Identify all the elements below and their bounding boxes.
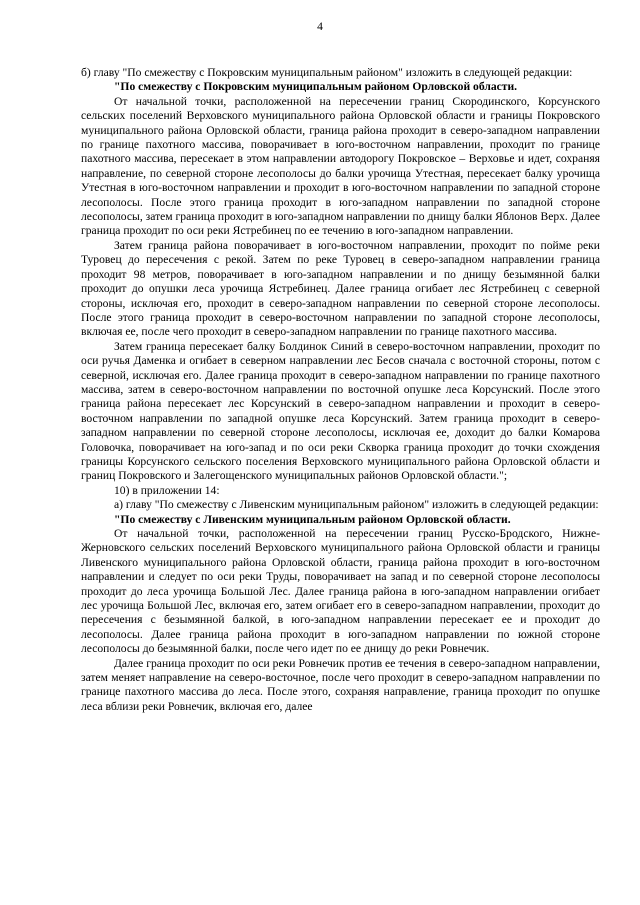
body-paragraph: а) главу "По смежеству с Ливенским муниципальным районом" изложить в следующей редакции: xyxy=(114,498,599,512)
body-paragraph: От начальной точки, расположенной на пересечении границ Скородинского, Корсунского сельских поселений Верховского муниципального района Орловской области и границы Покровского муниципального района Орловской области, граница района проходит в северо-западном направлении по границе пахотного массива, поворачивает в юго-восточном направлении, проходит по границе пахотного массива, пересекает в этом направлении автодорогу Покровское – Верховье и идет, сохраняя направление, по северной стороне лесополосы до балки урочища Утестная, пересекает балку урочища Утестная в юго-восточном направлении и проходит в юго-восточном направлении по западной стороне лесополосы. После этого граница проходит в юго-западном направлении по западной стороне лесополосы, затем граница проходит в юго-западном направлении по днищу балки Яблонов Верх. Далее граница проходит по оси реки Ястребинец по ее течению в юго-западном направлении. xyxy=(81,94,600,238)
page-number: 4 xyxy=(317,20,323,33)
body-paragraph: Далее граница проходит по оси реки Ровнечик против ее течения в северо-западном направлении, затем меняет направление на северо-восточное, после чего проходит в северо-западном направлении по границе пахотного массива до леса. После этого, сохраняя направление, граница проходит по опушке леса вблизи реки Ровнечик, включая его, далее xyxy=(81,656,600,713)
section-heading: "По смежеству с Покровским муниципальным районом Орловской области. xyxy=(114,80,518,94)
body-paragraph: Затем граница района поворачивает в юго-восточном направлении, проходит по пойме реки Туровец до пересечения с рекой. Затем по реке Туровец в северо-западном направлении граница проходит 98 метров, поворачивает в юго-западном направлении и по днищу безымянной балки проходит до опушки леса урочища Ястребинец. Далее граница огибает лес Ястребинец с северной стороны, исключая его, проходит в северо-западном направлении по северной стороне лесополосы. После этого граница проходит в северо-восточном направлении по западной стороне лесополосы, включая ее, после чего проходит в северо-западном направлении по границе пахотного массива. xyxy=(81,238,600,339)
document-body xyxy=(81,66,600,714)
section-heading: "По смежеству с Ливенским муниципальным районом Орловской области. xyxy=(114,512,511,526)
body-paragraph: 10) в приложении 14: xyxy=(114,483,220,497)
body-paragraph: Затем граница пересекает балку Болдинок Синий в северо-восточном направлении, проходит по оси ручья Даменка и огибает в северном направлении лес Бесов сначала с восточной стороны, потом с северной, исключая его. Далее граница проходит в северо-западном направлении по границе пахотного массива, затем в северо-восточном направлении по восточной опушке леса Корсунский. После этого граница района пересекает лес Корсунский в северо-западном направлении и проходит в северо-восточном направлении по западной опушке леса Корсунский. Затем граница проходит в северо-западном направлении по северной стороне лесополосы, исключая ее, доходит до балки Комарова Головочка, поворачивает на юго-запад и по оси реки Скворка граница проходит до точки схождения границы Корсунского сельского поселения Верховского муниципального района Орловской области и границ Покровского и Залегощенского муниципальных районов Орловской области."; xyxy=(81,339,600,483)
body-paragraph: б) главу "По смежеству с Покровским муниципальным районом" изложить в следующей редакции: xyxy=(81,66,573,79)
body-paragraph: От начальной точки, расположенной на пересечении границ Русско-Бродского, Нижне-Жерновского сельских поселений Верховского муниципального района Орловской области и границы Ливенского муниципального района Орловской области, граница района проходит в юго-восточном направлении и следует по оси реки Труды, поворачивает на запад и по северной стороне лесополосы проходит до леса урочища Большой Лес. Далее граница района в юго-западном направлении огибает лес урочища Большой Лес, включая его, затем огибает его в северо-западном направлении, проходит до пересечения с безымянной балкой, в юго-западном направлении пересекает ее и проходит до лесополосы. Далее граница района проходит в юго-западном направлении по южной стороне лесополосы до безымянной балки, после чего идет по ее днищу до реки Ровнечик. xyxy=(81,527,600,656)
